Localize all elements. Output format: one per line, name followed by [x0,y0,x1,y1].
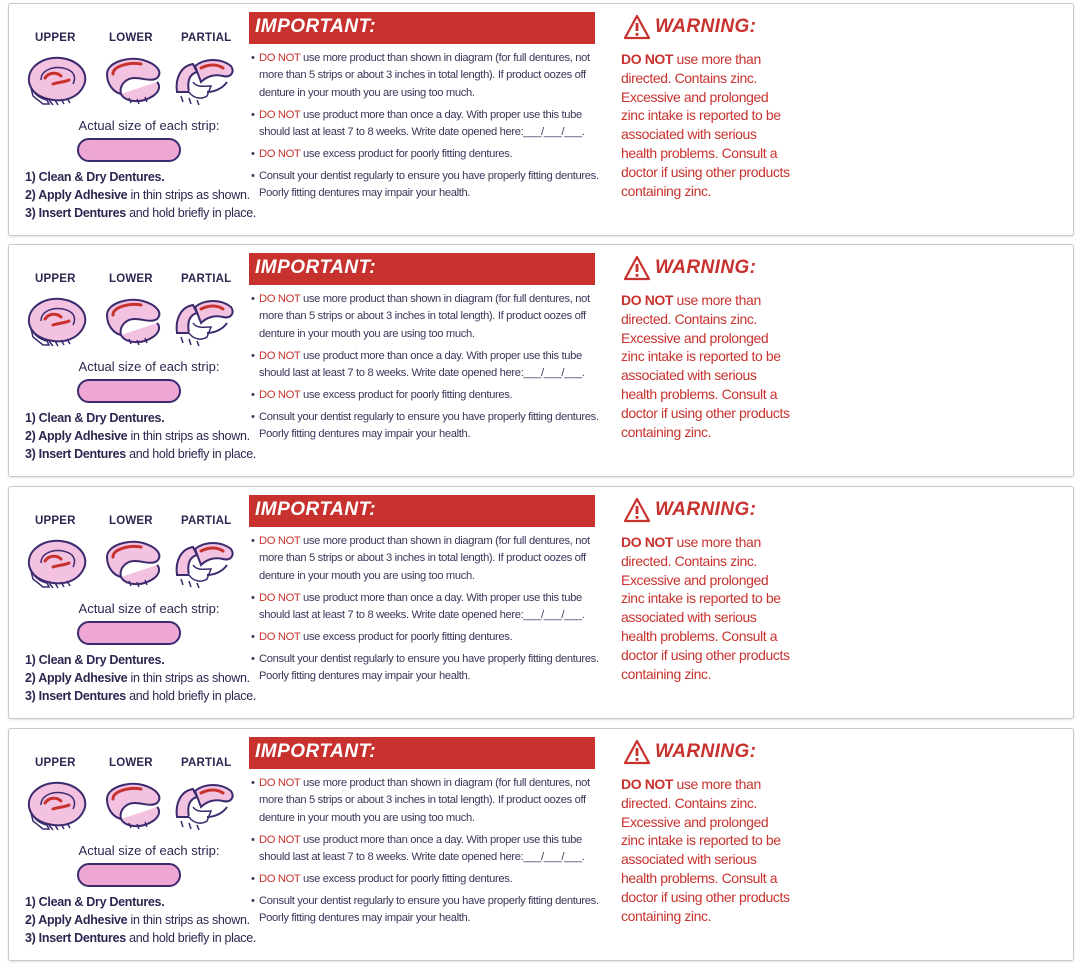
important-bullets [251,533,603,690]
bullet-2: • DO NOT use product more than once a day. With proper use this tube should last at least 7 to 8 weeks. Write date opened here:___/___/___. [251,108,585,139]
bullet-4: • Consult your dentist regularly to ensure you have properly fitting dentures. Poorly fitting dentures may impair your health. [251,169,599,200]
actual-size-label: Actual size of each strip: [78,601,220,616]
bullet-text: use excess product for poorly fitting dentures. [300,389,513,402]
lower-denture-icon [99,293,167,349]
warning-triangle-icon [623,14,651,40]
important-title: IMPORTANT: [255,741,377,762]
important-banner [249,12,595,44]
bullet-3: • DO NOT use excess product for poorly fitting dentures. [251,873,513,886]
do-not-label: DO NOT [259,833,301,846]
partial-denture-icon [171,293,241,349]
partial-label: PARTIAL [181,32,232,44]
step-1-bold: 1) Clean & Dry Dentures. [25,653,165,667]
step-1-bold: 1) Clean & Dry Dentures. [25,411,165,425]
bullet-2: • DO NOT use product more than once a day. With proper use this tube should last at least 7 to 8 weeks. Write date opened here:___/___/___. [251,591,585,622]
partial-label: PARTIAL [181,757,232,769]
step-3-bold: 3) Insert Dentures [25,688,126,703]
upper-denture-icon [23,293,91,349]
bullet-text: use more product than shown in diagram (for full dentures, not more than 5 strips or about 3 inches in total length). If product oozes off denture in your mouth you are using too much. [259,293,590,340]
step-1 [25,169,275,187]
step-2-text: in thin strips as shown. [127,912,250,927]
warning-do-not: DO NOT [621,534,674,550]
warning-title: WARNING: [655,741,757,762]
label-panel [8,244,1074,477]
do-not-label: DO NOT [259,777,301,789]
instructions-list [25,410,275,463]
bullet-3: • DO NOT use excess product for poorly fitting dentures. [251,631,513,644]
warning-do-not: DO NOT [621,51,674,67]
bullet-text: use excess product for poorly fitting dentures. [300,148,513,161]
bullet-3: • DO NOT use excess product for poorly fitting dentures. [251,148,513,161]
lower-label: LOWER [109,273,153,285]
warning-title: WARNING: [655,16,757,37]
do-not-label: DO NOT [259,108,301,121]
warning-text [621,775,791,925]
bullet-1: • DO NOT use more product than shown in diagram (for full dentures, not more than 5 strips or about 3 inches in total length). If product oozes off denture in your mouth you are using too much. [251,535,590,582]
warning-triangle-icon [623,497,651,523]
upper-label: UPPER [35,32,76,44]
step-3 [25,205,275,223]
warning-triangle-icon [623,255,651,281]
important-banner [249,737,595,769]
step-2 [25,670,275,688]
partial-denture-icon [171,52,241,108]
actual-size-strip [77,621,181,645]
do-not-label: DO NOT [259,591,301,604]
bullet-text: use product more than once a day. With proper use this tube should last at least 7 to 8 weeks. Write date opened here:___/___/___. [259,349,585,380]
bullet-text: use product more than once a day. With proper use this tube should last at least 7 to 8 weeks. Write date opened here:___/___/___. [259,833,585,864]
step-3-text: and hold briefly in place. [125,930,257,945]
step-3-bold: 3) Insert Dentures [25,446,126,461]
bullet-4: • Consult your dentist regularly to ensure you have properly fitting dentures. Poorly fitting dentures may impair your health. [251,894,599,925]
bullet-4: • Consult your dentist regularly to ensure you have properly fitting dentures. Poorly fitting dentures may impair your health. [251,652,599,683]
step-1 [25,652,275,670]
warning-body: use more than directed. Contains zinc. Excessive and prolonged zinc intake is reported to be associated with serious health problems. Consult a doctor if using other products containing zinc. [621,51,790,199]
warning-body: use more than directed. Contains zinc. Excessive and prolonged zinc intake is reported to be associated with serious health problems. Consult a doctor if using other products containing zinc. [621,534,790,682]
actual-size-strip [77,379,181,403]
warning-do-not: DO NOT [621,292,674,308]
step-2 [25,187,275,205]
step-3-bold: 3) Insert Dentures [25,930,126,945]
step-1 [25,894,275,912]
step-1 [25,410,275,428]
warning-text [621,533,791,683]
step-3 [25,446,275,464]
actual-size-label: Actual size of each strip: [78,843,220,858]
partial-label: PARTIAL [181,515,232,527]
step-1-bold: 1) Clean & Dry Dentures. [25,895,165,909]
warning-text [621,50,791,200]
warning-do-not: DO NOT [621,776,674,792]
upper-label: UPPER [35,757,76,769]
actual-size-label: Actual size of each strip: [78,118,220,133]
step-3-text: and hold briefly in place. [125,446,257,461]
important-bullets [251,291,603,448]
actual-size-strip [77,863,181,887]
warning-body: use more than directed. Contains zinc. Excessive and prolonged zinc intake is reported to be associated with serious health problems. Consult a doctor if using other products containing zinc. [621,292,790,440]
partial-denture-icon [171,777,241,833]
step-2-text: in thin strips as shown. [127,428,250,443]
lower-denture-icon [99,52,167,108]
important-banner [249,495,595,527]
step-2-bold: 2) Apply Adhesive [25,670,128,685]
warning-body: use more than directed. Contains zinc. Excessive and prolonged zinc intake is reported to be associated with serious health problems. Consult a doctor if using other products containing zinc. [621,776,790,924]
instructions-list [25,894,275,947]
step-2-bold: 2) Apply Adhesive [25,428,128,443]
upper-label: UPPER [35,273,76,285]
bullet-text: Consult your dentist regularly to ensure you have properly fitting dentures. Poorly fitting dentures may impair your health. [259,169,599,200]
actual-size-strip [77,138,181,162]
label-panel [8,3,1074,236]
bullet-1: • DO NOT use more product than shown in diagram (for full dentures, not more than 5 strips or about 3 inches in total length). If product oozes off denture in your mouth you are using too much. [251,293,590,340]
important-title: IMPORTANT: [255,499,377,520]
important-banner [249,253,595,285]
bullet-text: use more product than shown in diagram (for full dentures, not more than 5 strips or about 3 inches in total length). If product oozes off denture in your mouth you are using too much. [259,535,590,582]
step-3-text: and hold briefly in place. [125,688,257,703]
step-3 [25,688,275,706]
bullet-text: use more product than shown in diagram (for full dentures, not more than 5 strips or about 3 inches in total length). If product oozes off denture in your mouth you are using too much. [259,777,590,824]
do-not-label: DO NOT [259,389,301,402]
partial-denture-icon [171,535,241,591]
instructions-list [25,169,275,222]
step-2-bold: 2) Apply Adhesive [25,187,128,202]
do-not-label: DO NOT [259,148,301,161]
step-3-bold: 3) Insert Dentures [25,205,126,220]
bullet-3: • DO NOT use excess product for poorly fitting dentures. [251,389,513,402]
bullet-text: Consult your dentist regularly to ensure you have properly fitting dentures. Poorly fitting dentures may impair your health. [259,410,599,441]
bullet-text: use more product than shown in diagram (for full dentures, not more than 5 strips or about 3 inches in total length). If product oozes off denture in your mouth you are using too much. [259,52,590,99]
step-2-bold: 2) Apply Adhesive [25,912,128,927]
bullet-4: • Consult your dentist regularly to ensure you have properly fitting dentures. Poorly fitting dentures may impair your health. [251,410,599,441]
bullet-text: use excess product for poorly fitting dentures. [300,873,513,886]
step-2-text: in thin strips as shown. [127,670,250,685]
step-3 [25,930,275,948]
upper-denture-icon [23,52,91,108]
do-not-label: DO NOT [259,52,301,64]
lower-denture-icon [99,535,167,591]
bullet-2: • DO NOT use product more than once a day. With proper use this tube should last at least 7 to 8 weeks. Write date opened here:___/___/___. [251,833,585,864]
lower-label: LOWER [109,515,153,527]
step-2 [25,912,275,930]
important-bullets [251,775,603,932]
bullet-text: use excess product for poorly fitting dentures. [300,631,513,644]
important-title: IMPORTANT: [255,16,377,37]
do-not-label: DO NOT [259,349,301,362]
bullet-text: Consult your dentist regularly to ensure you have properly fitting dentures. Poorly fitting dentures may impair your health. [259,652,599,683]
upper-denture-icon [23,777,91,833]
do-not-label: DO NOT [259,873,301,886]
important-title: IMPORTANT: [255,257,377,278]
partial-label: PARTIAL [181,273,232,285]
lower-label: LOWER [109,32,153,44]
instructions-list [25,652,275,705]
step-3-text: and hold briefly in place. [125,205,257,220]
bullet-1: • DO NOT use more product than shown in diagram (for full dentures, not more than 5 strips or about 3 inches in total length). If product oozes off denture in your mouth you are using too much. [251,52,590,99]
bullet-text: use product more than once a day. With proper use this tube should last at least 7 to 8 weeks. Write date opened here:___/___/___. [259,591,585,622]
bullet-text: Consult your dentist regularly to ensure you have properly fitting dentures. Poorly fitting dentures may impair your health. [259,894,599,925]
step-2 [25,428,275,446]
bullet-text: use product more than once a day. With proper use this tube should last at least 7 to 8 weeks. Write date opened here:___/___/___. [259,108,585,139]
bullet-2: • DO NOT use product more than once a day. With proper use this tube should last at least 7 to 8 weeks. Write date opened here:___/___/___. [251,349,585,380]
bullet-1: • DO NOT use more product than shown in diagram (for full dentures, not more than 5 strips or about 3 inches in total length). If product oozes off denture in your mouth you are using too much. [251,777,590,824]
step-1-bold: 1) Clean & Dry Dentures. [25,170,165,184]
lower-label: LOWER [109,757,153,769]
warning-title: WARNING: [655,257,757,278]
warning-text [621,291,791,441]
upper-denture-icon [23,535,91,591]
do-not-label: DO NOT [259,293,301,305]
important-bullets [251,50,603,207]
upper-label: UPPER [35,515,76,527]
do-not-label: DO NOT [259,631,301,644]
warning-triangle-icon [623,739,651,765]
warning-title: WARNING: [655,499,757,520]
lower-denture-icon [99,777,167,833]
label-panel [8,728,1074,961]
step-2-text: in thin strips as shown. [127,187,250,202]
actual-size-label: Actual size of each strip: [78,359,220,374]
do-not-label: DO NOT [259,535,301,547]
label-panel [8,486,1074,719]
